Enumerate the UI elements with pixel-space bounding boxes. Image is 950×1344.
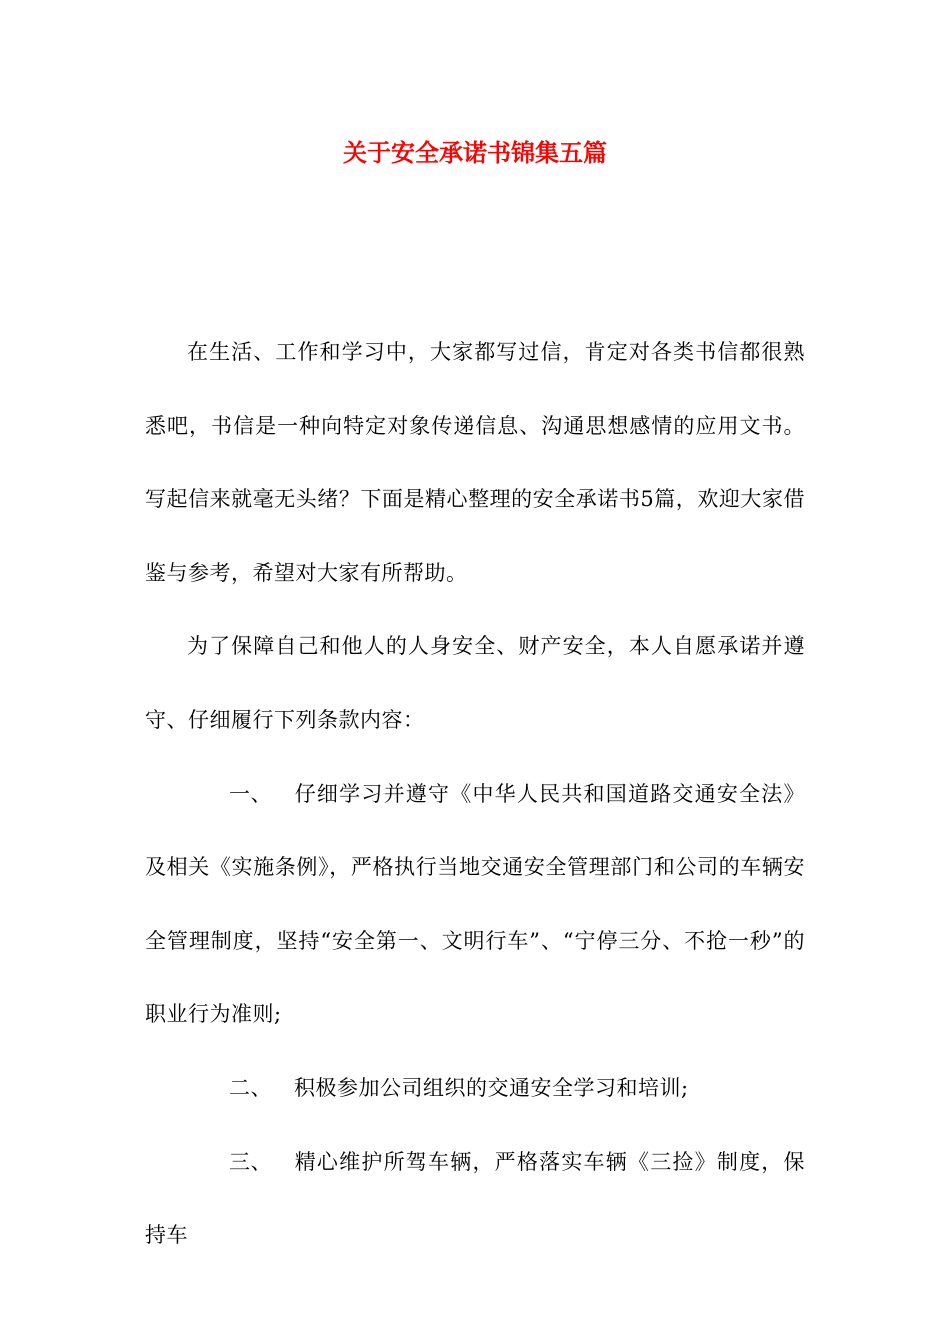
paragraph-intro (145, 316, 805, 610)
clause-1 (145, 758, 805, 1052)
paragraph-text: 在生活、工作和学习中，大家都写过信，肯定对各类书信都很熟悉吧，书信是一种向特定对象传递信息、沟通思想感情的应用文书。写起信来就毫无头绪？下面是精心整理的安全承诺书5篇，欢迎大家借鉴与参考，希望对大家有所帮助。 (145, 340, 805, 585)
clause-number: 一、 (229, 781, 272, 806)
paragraph-text: 为了保障自己和他人的人身安全、财产安全，本人自愿承诺并遵守、仔细履行下列条款内容： (145, 634, 805, 732)
clause-text: 仔细学习并遵守《中华人民共和国道路交通安全法》及相关《实施条例》，严格执行当地交通安全管理部门和公司的车辆安全管理制度，坚持“安全第一、文明行车”、“宁停三分、不抢一秒”的职业行为准则; (145, 781, 805, 1027)
document-body (145, 316, 805, 1273)
clause-2 (145, 1052, 805, 1126)
document-title: 关于安全承诺书锦集五篇 (343, 138, 607, 167)
clause-text: 精心维护所驾车辆，严格落实车辆《三捡》制度，保持车 (145, 1149, 805, 1248)
clause-number: 二、 (229, 1075, 272, 1100)
paragraph-pledge (145, 610, 805, 757)
clause-number: 三、 (229, 1149, 272, 1174)
clause-3 (145, 1126, 805, 1273)
clause-text: 积极参加公司组织的交通安全学习和培训; (294, 1075, 689, 1100)
